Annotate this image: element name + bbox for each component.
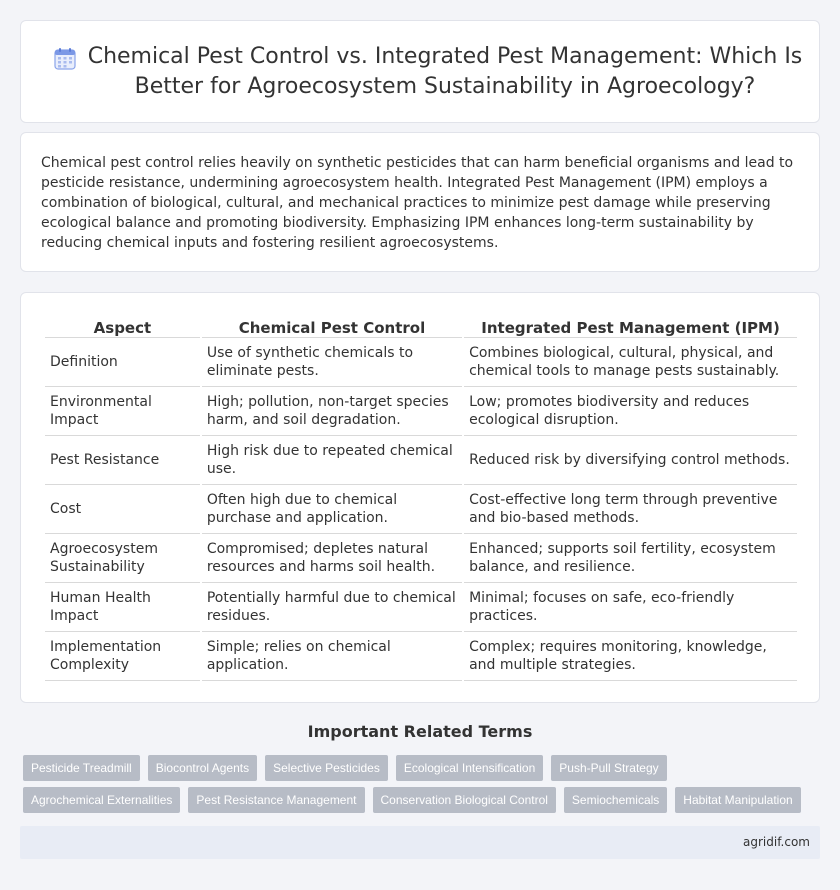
row-ipm: Complex; requires monitoring, knowledge, and multiple strategies.	[464, 632, 797, 681]
related-term-tag[interactable]: Pesticide Treadmill	[23, 755, 140, 781]
related-term-tag[interactable]: Agrochemical Externalities	[23, 787, 180, 813]
calendar-icon	[53, 47, 77, 71]
row-chemical: Potentially harmful due to chemical residues.	[202, 583, 462, 632]
related-term-tag[interactable]: Semiochemicals	[564, 787, 667, 813]
row-chemical: Simple; relies on chemical application.	[202, 632, 462, 681]
table-row	[45, 485, 797, 534]
row-aspect: Implementation Complexity	[45, 632, 200, 681]
table-row	[45, 387, 797, 436]
related-term-tag[interactable]: Ecological Intensification	[396, 755, 543, 781]
row-aspect: Human Health Impact	[45, 583, 200, 632]
related-terms-list	[23, 755, 823, 813]
row-ipm: Reduced risk by diversifying control methods.	[464, 436, 797, 485]
row-ipm: Low; promotes biodiversity and reduces ecological disruption.	[464, 387, 797, 436]
row-aspect: Definition	[45, 338, 200, 387]
table-row	[45, 338, 797, 387]
row-ipm: Enhanced; supports soil fertility, ecosystem balance, and resilience.	[464, 534, 797, 583]
comparison-card	[20, 292, 820, 703]
column-header-ipm: Integrated Pest Management (IPM)	[464, 315, 797, 338]
related-term-tag[interactable]: Selective Pesticides	[265, 755, 388, 781]
summary-text: Chemical pest control relies heavily on synthetic pesticides that can harm beneficial organisms and lead to pesticide resistance, undermining agroecosystem health. Integrated Pest Management (IPM) employs a combination of biological, cultural, and mechanical practices to minimize pest damage while preserving ecological balance and promoting biodiversity. Emphasizing IPM enhances long-term sustainability by reducing chemical inputs and fostering resilient agroecosystems.	[41, 155, 794, 251]
row-aspect: Cost	[45, 485, 200, 534]
related-term-tag[interactable]: Conservation Biological Control	[373, 787, 556, 813]
related-term-tag[interactable]: Habitat Manipulation	[675, 787, 800, 813]
column-header-chemical: Chemical Pest Control	[202, 315, 462, 338]
related-term-tag[interactable]: Push-Pull Strategy	[551, 755, 666, 781]
row-ipm: Combines biological, cultural, physical, and chemical tools to manage pests sustainably.	[464, 338, 797, 387]
row-aspect: Environmental Impact	[45, 387, 200, 436]
related-terms-title: Important Related Terms	[307, 722, 533, 741]
row-chemical: Compromised; depletes natural resources and harms soil health.	[202, 534, 462, 583]
column-header-aspect: Aspect	[45, 315, 200, 338]
table-header-row	[45, 315, 797, 338]
comparison-table	[43, 315, 799, 681]
site-link[interactable]: agridif.com	[743, 835, 810, 849]
row-aspect: Pest Resistance	[45, 436, 200, 485]
table-row	[45, 436, 797, 485]
related-term-tag[interactable]: Pest Resistance Management	[188, 787, 364, 813]
row-chemical: High risk due to repeated chemical use.	[202, 436, 462, 485]
table-row	[45, 534, 797, 583]
page-title: Chemical Pest Control vs. Integrated Pest Management: Which Is Better for Agroecosystem Sustainability in Agroecology?	[87, 43, 803, 99]
footer	[20, 826, 820, 859]
row-ipm: Cost-effective long term through preventive and bio-based methods.	[464, 485, 797, 534]
row-aspect: Agroecosystem Sustainability	[45, 534, 200, 583]
related-term-tag[interactable]: Biocontrol Agents	[148, 755, 257, 781]
summary-card	[20, 132, 820, 272]
title-card	[20, 20, 820, 123]
table-row	[45, 632, 797, 681]
row-chemical: Use of synthetic chemicals to eliminate pests.	[202, 338, 462, 387]
table-row	[45, 583, 797, 632]
row-chemical: High; pollution, non-target species harm, and soil degradation.	[202, 387, 462, 436]
row-ipm: Minimal; focuses on safe, eco-friendly practices.	[464, 583, 797, 632]
row-chemical: Often high due to chemical purchase and application.	[202, 485, 462, 534]
